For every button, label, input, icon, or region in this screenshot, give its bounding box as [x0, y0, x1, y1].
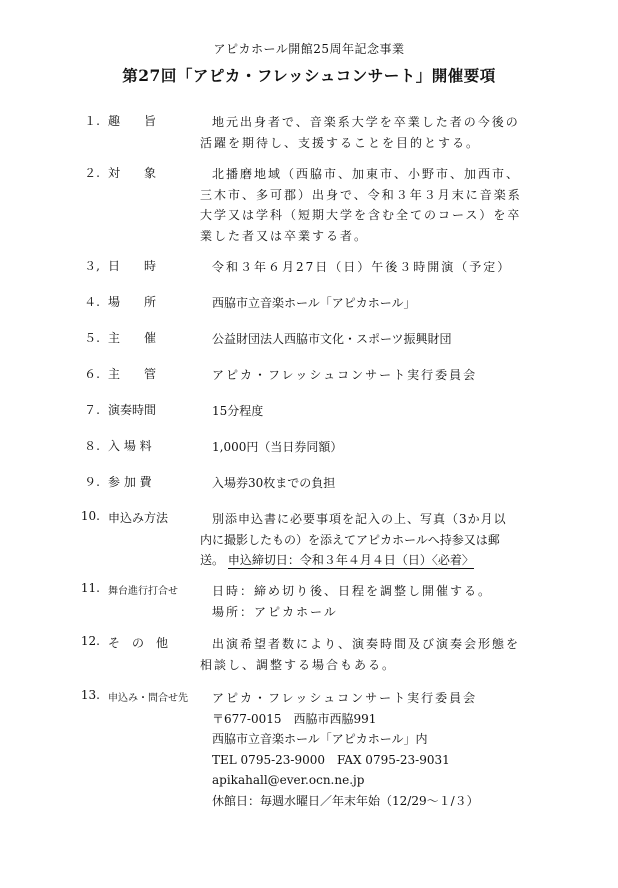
- item-number: ６.: [84, 367, 100, 381]
- text-line: [200, 550, 564, 571]
- item-label: 日 時: [108, 259, 157, 273]
- item-label: 対 象: [108, 166, 157, 180]
- document-title: 第27回「アピカ・フレッシュコンサート」開催要項: [122, 66, 496, 85]
- text-line: 三木市、多可郡）出身で、令和３年３月末に音楽系: [200, 187, 522, 202]
- text-line: 別添申込書に必要事項を記入の上、写真（3か月以: [212, 512, 507, 526]
- item-number: ９.: [84, 475, 100, 489]
- item-label: 主 催: [108, 331, 157, 345]
- text-line: 業した者又は卒業する者。: [200, 228, 369, 243]
- text-line: 北播磨地域（西脇市、加東市、小野市、加西市、: [212, 167, 521, 181]
- item-body: [200, 401, 564, 422]
- item-label: 舞台進行打合せ: [108, 586, 178, 597]
- item-label: 主 管: [108, 367, 157, 381]
- item-label: 演奏時間: [108, 403, 157, 417]
- item-body: [200, 509, 564, 571]
- item-number: 13.: [80, 688, 100, 702]
- item-number: ４.: [84, 295, 100, 309]
- text-line: 〒677-0015 西脇市西脇991: [212, 711, 377, 726]
- text-line: 西脇市立音楽ホール「アピカホール」内: [212, 732, 428, 746]
- item-number: １.: [84, 114, 100, 128]
- text-line: 内に撮影したもの）を添えてアピカホールへ持参又は郵: [200, 532, 500, 547]
- item-number: ８.: [84, 439, 100, 453]
- text-line: 休館日：毎週水曜日／年末年始（12/29～１/３）: [212, 793, 479, 808]
- text-line: 15分程度: [212, 404, 264, 418]
- text-line: TEL 0795-23-9000 FAX 0795-23-9031: [212, 752, 450, 767]
- text-line: 西脇市立音楽ホール「アピカホール」: [212, 296, 416, 310]
- deadline-text: 申込締切日：令和３年４月４日（日）〈必着〉: [227, 553, 474, 567]
- text-line: 場所：アピカホール: [212, 604, 338, 619]
- text-line: 令和３年６月27日（日）午後３時開演（予定）: [212, 260, 512, 274]
- item-body: [200, 293, 564, 314]
- item-label: 参 加 費: [108, 475, 152, 489]
- item-body: [200, 164, 564, 246]
- item-body: [200, 257, 564, 278]
- text-line: 入場券30枚までの負担: [212, 476, 336, 490]
- text-fragment: 送。: [200, 553, 225, 567]
- item-label: 申込み方法: [108, 511, 169, 525]
- item-number: 12.: [80, 634, 100, 648]
- item-label: 趣 旨: [108, 114, 157, 128]
- text-line: 公益財団法人西脇市文化・スポーツ振興財団: [212, 332, 452, 346]
- text-line: 1,000円（当日券同額）: [212, 440, 343, 454]
- text-line: 活躍を期待し、支援することを目的とする。: [200, 135, 481, 150]
- item-number: ３,: [84, 259, 100, 273]
- item-body: [200, 437, 564, 458]
- text-line: 大学又は学科（短期大学を含む全てのコース）を卒: [200, 208, 522, 222]
- item-label: 場 所: [108, 295, 157, 309]
- item-body: [200, 634, 564, 675]
- text-line: 出演希望者数により、演奏時間及び演奏会形態を: [212, 637, 521, 651]
- document-subtitle: アピカホール開館25周年記念事業: [213, 42, 405, 56]
- text-line: アピカ・フレッシュコンサート実行委員会: [212, 691, 478, 705]
- item-body: [200, 329, 564, 350]
- item-number: ５.: [84, 331, 100, 345]
- item-number: 11.: [80, 581, 100, 595]
- item-number: ２.: [84, 166, 100, 180]
- text-line: 日時：締め切り後、日程を調整し開催する。: [212, 584, 493, 598]
- text-line: アピカ・フレッシュコンサート実行委員会: [212, 368, 478, 382]
- item-number: 10.: [80, 509, 100, 523]
- item-label: 入 場 料: [108, 439, 152, 453]
- text-line: 地元出身者で、音楽系大学を卒業した者の今後の: [212, 115, 520, 129]
- email-text: apikahall@ever.ocn.ne.jp: [212, 773, 365, 787]
- item-label: 申込み・問合せ先: [108, 693, 188, 704]
- item-body: [200, 473, 564, 494]
- item-label: そ の 他: [108, 636, 169, 650]
- text-line: 相談し、調整する場合もある。: [200, 657, 397, 672]
- item-body: [200, 112, 564, 153]
- item-body: [200, 688, 564, 811]
- item-body: [200, 581, 564, 622]
- item-number: ７.: [84, 403, 100, 417]
- item-body: [200, 365, 564, 386]
